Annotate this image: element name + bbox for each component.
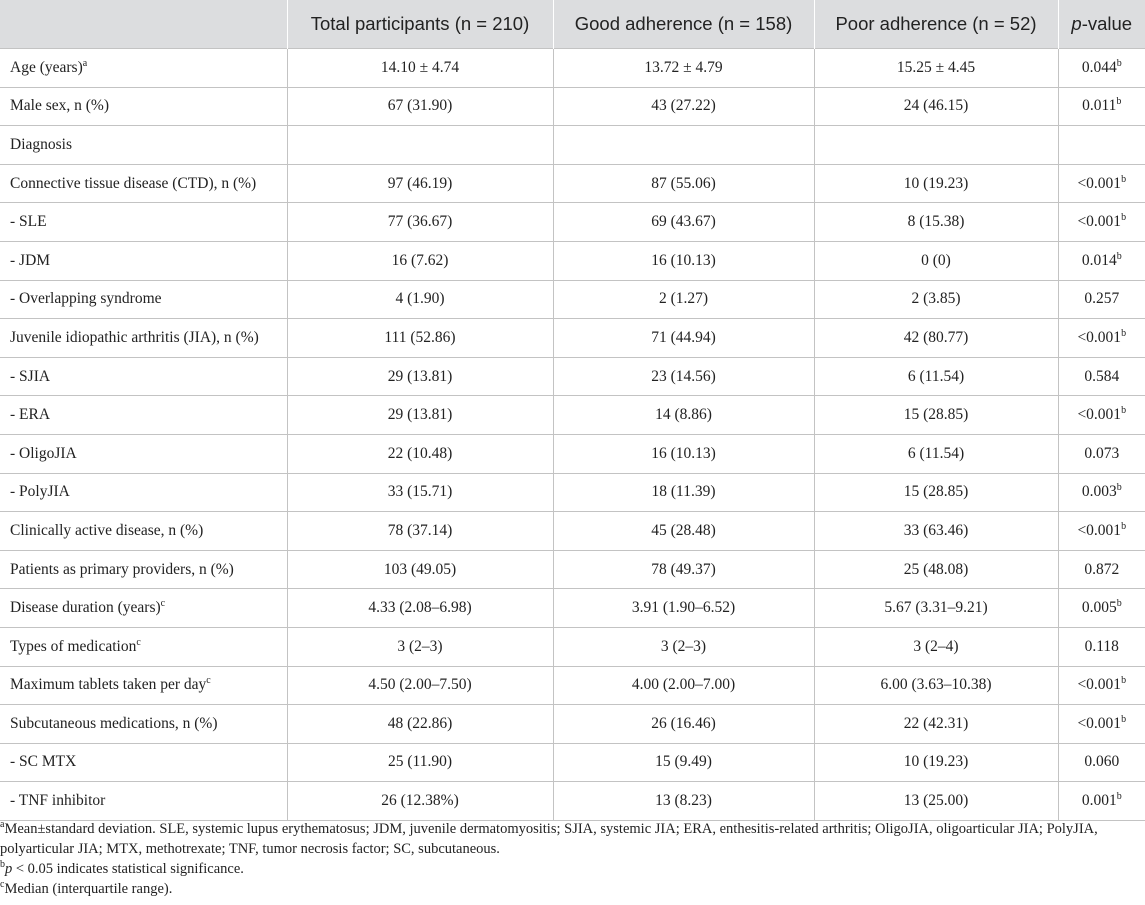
cell-poor-adherence [814, 589, 1058, 628]
cell-poor-adherence [814, 357, 1058, 396]
cell-p-value [1058, 126, 1145, 165]
cell-poor-adherence-text: 10 (19.23) [903, 174, 969, 192]
cell-total-text: 4 (1.90) [395, 290, 445, 308]
footnote-a-text: Mean±standard deviation. SLE, systemic lupus erythematosus; JDM, juvenile dermatomyositis; SJIA, systemic JIA; ERA, enthesitis-related arthritis; OligoJIA, oligoarticular JIA; PolyJIA, polyarticular JIA; MTX, methotrexate; TNF, tumor necrosis factor; SC, subcutaneous. [0, 821, 1098, 857]
cell-poor-adherence-text: 15 (28.85) [903, 406, 969, 424]
cell-p-value [1058, 743, 1145, 782]
table-row [0, 357, 1145, 396]
cell-total-text: 26 (12.38%) [381, 792, 459, 810]
cell-p-value [1058, 87, 1145, 126]
cell-p-value-footnote-mark: b [1121, 327, 1127, 339]
cell-characteristic [0, 280, 287, 319]
cell-poor-adherence [814, 512, 1058, 551]
cell-poor-adherence-text: 6 (11.54) [907, 367, 965, 385]
cell-characteristic [0, 357, 287, 396]
cell-p-value-text: <0.001 [1077, 521, 1122, 539]
cell-characteristic-footnote-mark: c [136, 636, 141, 648]
cell-p-value-footnote-mark: b [1121, 520, 1127, 532]
cell-good-adherence-text: 23 (14.56) [651, 367, 716, 385]
cell-total-text: 77 (36.67) [387, 213, 453, 231]
cell-characteristic-text: Male sex, n (%) [10, 97, 109, 115]
cell-characteristic [0, 87, 287, 126]
cell-total [287, 743, 553, 782]
header-p-italic: p [1071, 13, 1082, 34]
cell-total-text: 33 (15.71) [387, 483, 453, 501]
footnote-b-p: p [5, 861, 13, 877]
cell-characteristic [0, 396, 287, 435]
table-row [0, 164, 1145, 203]
cell-good-adherence-text: 4.00 (2.00–7.00) [631, 676, 736, 694]
cell-p-value-text: 0.118 [1084, 637, 1119, 655]
cell-poor-adherence-text: 42 (80.77) [903, 328, 969, 346]
cell-characteristic-text: Patients as primary providers, n (%) [10, 560, 234, 578]
cell-total-text: 3 (2–3) [397, 637, 443, 655]
cell-poor-adherence [814, 280, 1058, 319]
table-row [0, 512, 1145, 551]
cell-p-value [1058, 705, 1145, 744]
cell-poor-adherence-text: 5.67 (3.31–9.21) [884, 599, 988, 617]
cell-p-value-text: 0.011 [1082, 97, 1117, 115]
header-p-value [1058, 0, 1145, 49]
cell-good-adherence [553, 705, 814, 744]
footnote-b-text: < 0.05 indicates statistical significance. [12, 861, 244, 877]
cell-p-value-text: 0.257 [1084, 290, 1120, 308]
cell-p-value-text: <0.001 [1077, 328, 1122, 346]
cell-good-adherence-text: 16 (10.13) [651, 251, 716, 269]
cell-good-adherence [553, 434, 814, 473]
cell-p-value-footnote-mark: b [1116, 597, 1122, 609]
footnote-b [0, 859, 1140, 879]
cell-p-value-text: <0.001 [1077, 676, 1122, 694]
cell-p-value [1058, 512, 1145, 551]
cell-good-adherence [553, 203, 814, 242]
cell-p-value [1058, 319, 1145, 358]
cell-total [287, 203, 553, 242]
cell-p-value [1058, 782, 1145, 821]
cell-characteristic [0, 705, 287, 744]
cell-p-value [1058, 396, 1145, 435]
cell-p-value [1058, 280, 1145, 319]
header-poor-adherence: Poor adherence (n = 52) [814, 0, 1058, 49]
cell-good-adherence [553, 627, 814, 666]
cell-good-adherence-text: 13.72 ± 4.79 [644, 58, 723, 76]
cell-poor-adherence [814, 627, 1058, 666]
cell-good-adherence [553, 396, 814, 435]
cell-poor-adherence [814, 396, 1058, 435]
cell-good-adherence-text: 2 (1.27) [658, 290, 709, 308]
footnote-c-text: Median (interquartile range). [4, 881, 173, 897]
cell-p-value-text: 0.003 [1081, 483, 1117, 501]
cell-poor-adherence-text: 0 (0) [921, 251, 951, 269]
cell-p-value-footnote-mark: b [1121, 404, 1127, 416]
cell-total [287, 627, 553, 666]
cell-good-adherence-text: 69 (43.67) [651, 213, 716, 231]
cell-total [287, 319, 553, 358]
cell-characteristic-text: - PolyJIA [10, 483, 70, 501]
cell-good-adherence-text: 16 (10.13) [651, 444, 716, 462]
cell-p-value [1058, 550, 1145, 589]
cell-good-adherence-text: 3.91 (1.90–6.52) [631, 599, 736, 617]
cell-total [287, 280, 553, 319]
cell-good-adherence [553, 589, 814, 628]
cell-characteristic-text: Age (years) [10, 58, 83, 76]
cell-total [287, 666, 553, 705]
cell-p-value-text: <0.001 [1077, 213, 1122, 231]
cell-p-value [1058, 666, 1145, 705]
cell-total-text: 4.33 (2.08–6.98) [368, 599, 472, 617]
cell-good-adherence-text: 71 (44.94) [651, 328, 716, 346]
cell-characteristic-text: - Overlapping syndrome [10, 290, 162, 308]
table-row [0, 396, 1145, 435]
cell-good-adherence [553, 512, 814, 551]
table-row [0, 782, 1145, 821]
cell-total [287, 550, 553, 589]
cell-poor-adherence-text: 22 (42.31) [903, 714, 969, 732]
header-good-adherence: Good adherence (n = 158) [553, 0, 814, 49]
cell-p-value-footnote-mark: b [1116, 96, 1122, 108]
cell-poor-adherence [814, 782, 1058, 821]
cell-good-adherence-text: 78 (49.37) [651, 560, 716, 578]
cell-poor-adherence [814, 666, 1058, 705]
cell-characteristic-text: - SJIA [10, 367, 51, 385]
cell-total-text: 48 (22.86) [387, 714, 453, 732]
cell-characteristic [0, 473, 287, 512]
cell-good-adherence [553, 241, 814, 280]
cell-poor-adherence-text: 15 (28.85) [903, 483, 969, 501]
cell-good-adherence-text: 43 (27.22) [651, 97, 716, 115]
cell-characteristic-text: - TNF inhibitor [10, 792, 106, 810]
cell-poor-adherence-text: 3 (2–4) [913, 637, 959, 655]
cell-total-text: 22 (10.48) [387, 444, 453, 462]
cell-poor-adherence-text: 6.00 (3.63–10.38) [880, 676, 992, 694]
cell-p-value [1058, 164, 1145, 203]
cell-characteristic-text: - OligoJIA [10, 444, 77, 462]
cell-characteristic [0, 203, 287, 242]
table-row [0, 87, 1145, 126]
cell-p-value-footnote-mark: b [1116, 250, 1122, 262]
cell-good-adherence [553, 357, 814, 396]
table-row [0, 666, 1145, 705]
cell-p-value-footnote-mark: b [1116, 482, 1122, 494]
cell-characteristic [0, 319, 287, 358]
cell-good-adherence-text: 87 (55.06) [651, 174, 716, 192]
cell-characteristic [0, 49, 287, 88]
cell-p-value-text: 0.014 [1081, 251, 1117, 269]
cell-good-adherence [553, 319, 814, 358]
header-total-participants: Total participants (n = 210) [287, 0, 553, 49]
cell-total-text: 29 (13.81) [387, 406, 453, 424]
cell-good-adherence-text: 14 (8.86) [655, 406, 712, 424]
cell-poor-adherence [814, 49, 1058, 88]
cell-p-value [1058, 241, 1145, 280]
cell-poor-adherence-text: 8 (15.38) [907, 213, 965, 231]
cell-good-adherence [553, 473, 814, 512]
cell-poor-adherence [814, 550, 1058, 589]
footnote-a-mark: a [0, 819, 5, 831]
cell-characteristic [0, 666, 287, 705]
cell-p-value-text: 0.044 [1081, 58, 1117, 76]
cell-total [287, 241, 553, 280]
cell-characteristic-footnote-mark: c [160, 597, 166, 609]
cell-characteristic-text: Maximum tablets taken per day [10, 676, 207, 694]
header-row [0, 0, 1145, 49]
cell-p-value-footnote-mark: b [1121, 675, 1127, 687]
cell-p-value [1058, 203, 1145, 242]
cell-total [287, 126, 553, 165]
cell-total-text: 103 (49.05) [383, 560, 457, 578]
table-row [0, 203, 1145, 242]
cell-characteristic-text: - JDM [10, 251, 51, 269]
cell-p-value-footnote-mark: b [1121, 173, 1127, 185]
table-row [0, 434, 1145, 473]
cell-p-value [1058, 627, 1145, 666]
footnote-c [0, 879, 1140, 899]
cell-p-value-text: 0.073 [1084, 444, 1120, 462]
cell-poor-adherence [814, 164, 1058, 203]
cell-good-adherence-text: 45 (28.48) [651, 521, 716, 539]
cell-characteristic [0, 241, 287, 280]
cell-good-adherence-text: 3 (2–3) [660, 637, 707, 655]
cell-p-value-text: <0.001 [1077, 174, 1122, 192]
cell-characteristic [0, 782, 287, 821]
cell-total-text: 78 (37.14) [387, 521, 453, 539]
cell-good-adherence-text: 15 (9.49) [655, 753, 712, 771]
cell-good-adherence [553, 126, 814, 165]
cell-p-value [1058, 473, 1145, 512]
table-row [0, 241, 1145, 280]
cell-characteristic [0, 164, 287, 203]
cell-total-text: 67 (31.90) [387, 97, 453, 115]
cell-good-adherence [553, 87, 814, 126]
cell-total [287, 396, 553, 435]
cell-characteristic [0, 126, 287, 165]
cell-poor-adherence-text: 15.25 ± 4.45 [896, 58, 976, 76]
table-row [0, 280, 1145, 319]
cell-poor-adherence-text: 10 (19.23) [903, 753, 969, 771]
cell-characteristic-text: - SC MTX [10, 753, 77, 771]
cell-poor-adherence-text: 25 (48.08) [903, 560, 969, 578]
cell-characteristic [0, 512, 287, 551]
cell-characteristic-text: - ERA [10, 406, 51, 424]
cell-total-text: 16 (7.62) [391, 251, 449, 269]
cell-characteristic [0, 743, 287, 782]
cell-good-adherence [553, 164, 814, 203]
cell-good-adherence [553, 782, 814, 821]
cell-characteristic [0, 589, 287, 628]
cell-total [287, 357, 553, 396]
cell-p-value-footnote-mark: b [1116, 790, 1122, 802]
cell-characteristic [0, 550, 287, 589]
cell-characteristic-text: Connective tissue disease (CTD), n (%) [10, 174, 257, 192]
table-row [0, 473, 1145, 512]
cell-poor-adherence [814, 473, 1058, 512]
cell-p-value-text: 0.001 [1081, 792, 1117, 810]
cell-good-adherence [553, 743, 814, 782]
cell-characteristic-text: Types of medication [10, 637, 137, 655]
cell-total [287, 473, 553, 512]
cell-good-adherence [553, 49, 814, 88]
cell-p-value [1058, 434, 1145, 473]
table-row [0, 126, 1145, 165]
table-body [0, 49, 1145, 821]
cell-good-adherence-text: 18 (11.39) [651, 483, 716, 501]
table-row [0, 627, 1145, 666]
cell-poor-adherence [814, 126, 1058, 165]
cell-p-value [1058, 49, 1145, 88]
cell-p-value-text: 0.584 [1084, 367, 1120, 385]
cell-poor-adherence [814, 241, 1058, 280]
cell-total [287, 434, 553, 473]
cell-characteristic-text: Diagnosis [10, 135, 72, 153]
cell-total [287, 512, 553, 551]
cell-poor-adherence-text: 24 (46.15) [903, 97, 969, 115]
cell-poor-adherence [814, 705, 1058, 744]
footnote-c-mark: c [0, 879, 5, 891]
cell-characteristic-footnote-mark: c [206, 675, 211, 687]
cell-p-value [1058, 589, 1145, 628]
cell-total [287, 782, 553, 821]
footnotes [0, 819, 1140, 899]
table-row [0, 550, 1145, 589]
cell-poor-adherence-text: 2 (3.85) [911, 290, 961, 308]
cell-poor-adherence [814, 87, 1058, 126]
cell-total [287, 589, 553, 628]
header-p-rest: -value [1081, 13, 1133, 34]
cell-good-adherence [553, 550, 814, 589]
footnote-a [0, 819, 1140, 859]
table-row [0, 319, 1145, 358]
cell-total [287, 87, 553, 126]
cell-poor-adherence-text: 6 (11.54) [907, 444, 965, 462]
cell-good-adherence-text: 26 (16.46) [651, 714, 716, 732]
cell-p-value-text: 0.872 [1084, 560, 1120, 578]
cell-p-value-footnote-mark: b [1121, 212, 1127, 224]
cell-characteristic [0, 627, 287, 666]
cell-p-value-text: <0.001 [1077, 406, 1122, 424]
cell-characteristic-footnote-mark: a [82, 57, 88, 69]
table-row [0, 589, 1145, 628]
cell-characteristic-text: Subcutaneous medications, n (%) [10, 714, 218, 732]
cell-poor-adherence [814, 203, 1058, 242]
cell-total-text: 111 (52.86) [384, 328, 456, 346]
cell-poor-adherence-text: 13 (25.00) [903, 792, 969, 810]
cell-good-adherence [553, 666, 814, 705]
cell-poor-adherence [814, 319, 1058, 358]
cell-total-text: 97 (46.19) [387, 174, 453, 192]
cell-total [287, 164, 553, 203]
cell-good-adherence [553, 280, 814, 319]
cell-p-value-text: 0.060 [1084, 753, 1120, 771]
cell-total-text: 29 (13.81) [387, 367, 453, 385]
cell-p-value-text: 0.005 [1081, 599, 1117, 617]
cell-poor-adherence [814, 434, 1058, 473]
cell-total-text: 14.10 ± 4.74 [380, 58, 460, 76]
cell-characteristic-text: - SLE [10, 213, 47, 231]
table-row [0, 705, 1145, 744]
cell-p-value-footnote-mark: b [1121, 713, 1127, 725]
table-row [0, 743, 1145, 782]
footnote-b-mark: b [0, 859, 5, 871]
cell-total-text: 25 (11.90) [388, 753, 452, 771]
cell-total-text: 4.50 (2.00–7.50) [368, 676, 472, 694]
cell-good-adherence-text: 13 (8.23) [655, 792, 712, 810]
cell-characteristic-text: Clinically active disease, n (%) [10, 521, 204, 539]
cell-p-value-footnote-mark: b [1116, 57, 1122, 69]
table-row [0, 49, 1145, 88]
cell-total [287, 705, 553, 744]
cell-poor-adherence [814, 743, 1058, 782]
cell-total [287, 49, 553, 88]
cell-poor-adherence-text: 33 (63.46) [903, 521, 969, 539]
cell-p-value-text: <0.001 [1077, 714, 1122, 732]
cell-characteristic-text: Disease duration (years) [10, 599, 161, 617]
cell-p-value [1058, 357, 1145, 396]
header-characteristic [0, 0, 287, 49]
cell-characteristic [0, 434, 287, 473]
cell-characteristic-text: Juvenile idiopathic arthritis (JIA), n (%) [10, 328, 259, 346]
